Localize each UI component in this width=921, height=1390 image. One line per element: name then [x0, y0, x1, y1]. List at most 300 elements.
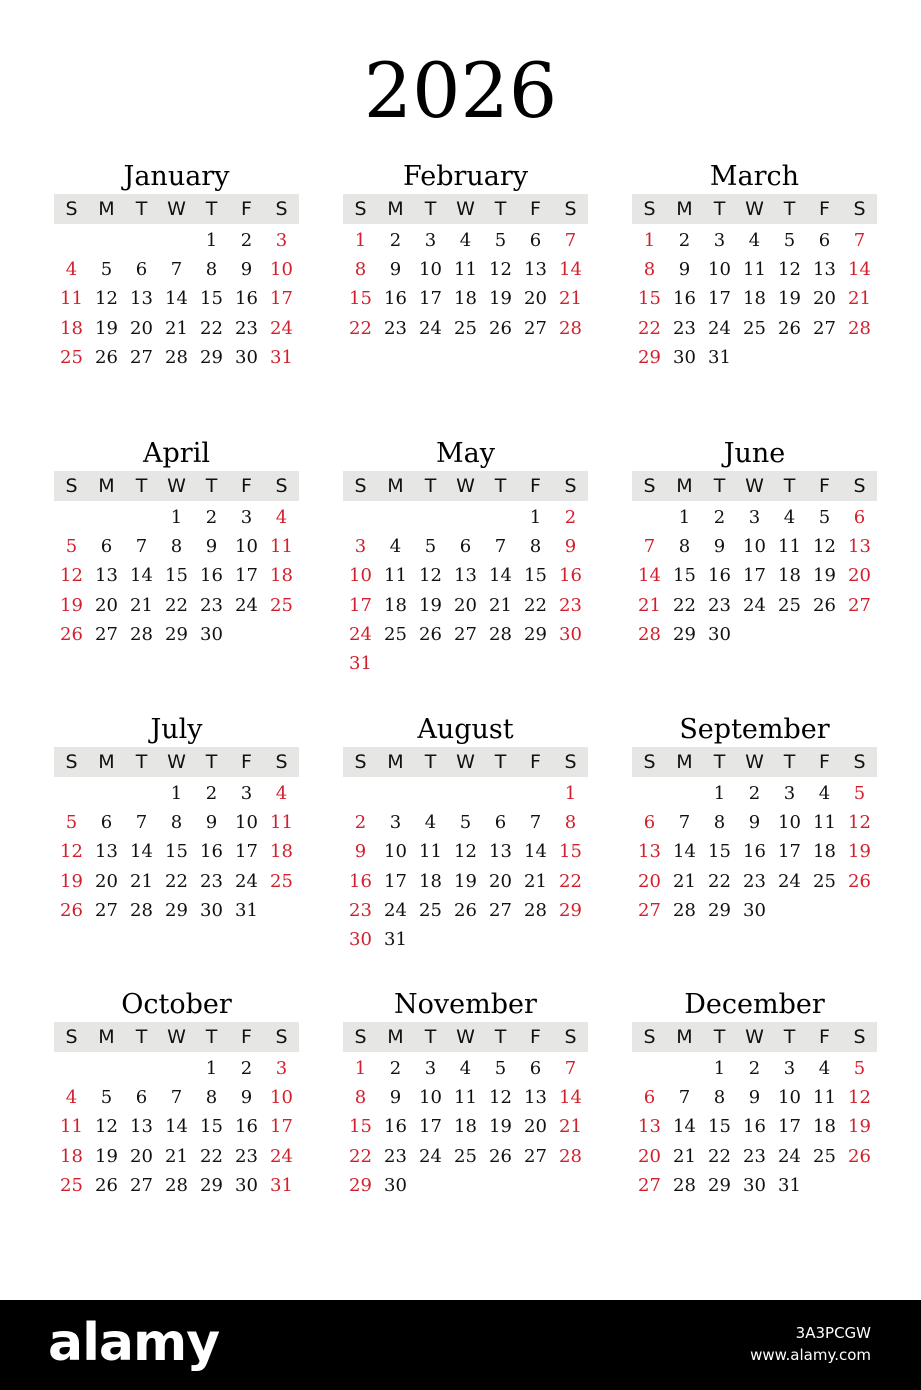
day-cell: 27	[130, 346, 153, 368]
weekday-header: S	[853, 1026, 866, 1048]
weekday-header: W	[745, 1026, 764, 1048]
empty-day-cell	[124, 1054, 159, 1083]
day-cell: 21	[165, 317, 188, 339]
day-cell: 21	[130, 870, 153, 892]
day-cell: 3	[424, 1058, 437, 1079]
day-cell: 21	[559, 1116, 582, 1138]
empty-day-cell	[89, 226, 124, 255]
day-cell: 19	[95, 1145, 118, 1167]
month-june	[632, 437, 877, 649]
weekday-header: T	[205, 751, 218, 773]
day-cell: 31	[384, 928, 407, 950]
day-cell: 28	[130, 899, 153, 921]
day-cell: 13	[130, 1116, 153, 1138]
day-cell: 3	[783, 783, 796, 804]
day-cell: 5	[853, 1058, 866, 1079]
month-name: May	[436, 438, 495, 469]
day-cell: 4	[818, 1058, 831, 1079]
month-february	[343, 160, 588, 343]
empty-day-cell	[632, 1054, 667, 1083]
weekday-header: T	[713, 1026, 726, 1048]
day-cell: 23	[349, 899, 372, 921]
day-cell: 16	[743, 1116, 766, 1138]
weekday-header: S	[853, 475, 866, 497]
day-cell: 14	[489, 565, 512, 587]
day-cell: 9	[748, 1087, 761, 1109]
weekday-header: F	[530, 1026, 541, 1048]
day-cell: 26	[419, 623, 442, 645]
day-grid	[343, 779, 588, 954]
day-cell: 19	[454, 870, 477, 892]
day-cell: 4	[65, 259, 78, 281]
day-cell: 29	[165, 623, 188, 645]
day-cell: 16	[743, 841, 766, 863]
day-cell: 5	[65, 812, 78, 834]
day-cell: 26	[778, 317, 801, 339]
day-cell: 30	[673, 346, 696, 368]
day-grid	[632, 779, 877, 925]
day-cell: 29	[708, 899, 731, 921]
day-cell: 4	[748, 230, 761, 251]
day-cell: 25	[384, 623, 407, 645]
day-cell: 16	[200, 565, 223, 587]
day-cell: 17	[708, 288, 731, 310]
day-cell: 14	[165, 1116, 188, 1138]
day-cell: 18	[454, 288, 477, 310]
weekday-header: T	[135, 475, 148, 497]
empty-day-cell	[632, 779, 667, 808]
weekday-header: W	[745, 198, 764, 220]
day-cell: 26	[489, 1145, 512, 1167]
day-cell: 31	[270, 346, 293, 368]
day-cell: 10	[235, 536, 258, 558]
day-cell: 24	[708, 317, 731, 339]
day-cell: 8	[170, 812, 183, 834]
day-cell: 1	[643, 230, 656, 251]
day-cell: 11	[743, 259, 766, 281]
day-cell: 8	[564, 812, 577, 834]
month-march	[632, 160, 877, 372]
day-cell: 10	[349, 565, 372, 587]
day-cell: 10	[778, 1087, 801, 1109]
weekday-header: S	[564, 751, 577, 773]
day-cell: 9	[240, 1087, 253, 1109]
day-cell: 25	[454, 1145, 477, 1167]
weekday-header: F	[241, 751, 252, 773]
day-cell: 15	[200, 288, 223, 310]
day-cell: 7	[170, 259, 183, 281]
weekday-header: T	[783, 198, 796, 220]
day-cell: 8	[205, 259, 218, 281]
day-cell: 9	[713, 536, 726, 558]
weekday-header: S	[564, 475, 577, 497]
day-grid	[632, 1054, 877, 1200]
day-cell: 3	[354, 536, 367, 558]
weekday-header: M	[387, 751, 404, 773]
day-cell: 10	[235, 812, 258, 834]
day-cell: 8	[529, 536, 542, 558]
empty-day-cell	[124, 779, 159, 808]
weekday-header: T	[713, 198, 726, 220]
day-cell: 2	[205, 783, 218, 804]
day-cell: 7	[564, 230, 577, 251]
day-cell: 10	[708, 259, 731, 281]
empty-day-cell	[343, 779, 378, 808]
month-july	[54, 713, 299, 925]
weekday-header: T	[494, 475, 507, 497]
day-cell: 16	[384, 288, 407, 310]
day-cell: 13	[489, 841, 512, 863]
weekday-header: T	[494, 198, 507, 220]
day-cell: 24	[270, 1145, 293, 1167]
day-cell: 18	[419, 870, 442, 892]
empty-day-cell	[159, 226, 194, 255]
weekday-header: M	[98, 475, 115, 497]
day-cell: 23	[673, 317, 696, 339]
day-cell: 18	[454, 1116, 477, 1138]
empty-day-cell	[343, 503, 378, 532]
day-cell: 30	[708, 623, 731, 645]
day-cell: 21	[130, 594, 153, 616]
empty-day-cell	[448, 779, 483, 808]
weekday-header: F	[241, 1026, 252, 1048]
weekday-header: S	[65, 198, 78, 220]
day-cell: 5	[100, 259, 113, 281]
day-cell: 17	[270, 1116, 293, 1138]
day-cell: 1	[205, 230, 218, 251]
weekday-header: W	[456, 751, 475, 773]
day-cell: 25	[60, 1174, 83, 1196]
day-cell: 23	[200, 594, 223, 616]
day-cell: 20	[130, 317, 153, 339]
weekday-header: T	[205, 198, 218, 220]
day-cell: 16	[559, 565, 582, 587]
day-cell: 11	[270, 536, 293, 558]
weekday-header: W	[745, 475, 764, 497]
day-cell: 13	[524, 259, 547, 281]
day-cell: 26	[848, 1145, 871, 1167]
day-cell: 12	[848, 1087, 871, 1109]
day-cell: 17	[384, 870, 407, 892]
day-cell: 17	[778, 841, 801, 863]
day-cell: 19	[60, 870, 83, 892]
day-cell: 2	[748, 783, 761, 804]
day-cell: 1	[354, 230, 367, 251]
day-cell: 10	[743, 536, 766, 558]
day-cell: 20	[489, 870, 512, 892]
day-cell: 6	[100, 812, 113, 834]
day-cell: 27	[130, 1174, 153, 1196]
weekday-header: T	[713, 751, 726, 773]
day-cell: 24	[743, 594, 766, 616]
day-cell: 11	[454, 1087, 477, 1109]
day-cell: 23	[384, 317, 407, 339]
weekday-header: M	[98, 751, 115, 773]
day-cell: 4	[389, 536, 402, 558]
day-cell: 15	[349, 288, 372, 310]
month-name: March	[709, 161, 800, 192]
day-grid	[632, 503, 877, 649]
day-cell: 15	[708, 841, 731, 863]
empty-day-cell	[378, 503, 413, 532]
day-cell: 14	[524, 841, 547, 863]
weekday-header: S	[354, 751, 367, 773]
day-cell: 14	[130, 841, 153, 863]
day-cell: 3	[275, 1058, 288, 1079]
day-cell: 6	[135, 259, 148, 281]
day-cell: 21	[165, 1145, 188, 1167]
day-cell: 29	[524, 623, 547, 645]
weekday-header: S	[275, 475, 288, 497]
weekday-header: T	[424, 751, 437, 773]
day-cell: 26	[813, 594, 836, 616]
day-cell: 13	[130, 288, 153, 310]
day-cell: 15	[708, 1116, 731, 1138]
weekday-header: S	[354, 475, 367, 497]
month-name: December	[684, 989, 825, 1020]
day-cell: 7	[494, 536, 507, 558]
weekday-header: S	[643, 1026, 656, 1048]
empty-day-cell	[448, 503, 483, 532]
day-cell: 26	[848, 870, 871, 892]
weekday-header-row	[54, 1022, 299, 1052]
day-cell: 17	[235, 565, 258, 587]
empty-day-cell	[159, 1054, 194, 1083]
day-cell: 2	[713, 507, 726, 528]
day-cell: 5	[818, 507, 831, 528]
day-cell: 17	[419, 288, 442, 310]
day-cell: 4	[818, 783, 831, 804]
day-cell: 22	[559, 870, 582, 892]
weekday-header-row	[632, 471, 877, 501]
day-cell: 13	[524, 1087, 547, 1109]
weekday-header: W	[167, 198, 186, 220]
day-cell: 6	[494, 812, 507, 834]
day-cell: 27	[489, 899, 512, 921]
day-cell: 8	[643, 259, 656, 281]
day-cell: 9	[205, 812, 218, 834]
weekday-header: M	[98, 1026, 115, 1048]
day-cell: 29	[638, 346, 661, 368]
day-cell: 1	[354, 1058, 367, 1079]
weekday-header: W	[456, 1026, 475, 1048]
day-cell: 3	[783, 1058, 796, 1079]
weekday-header: W	[167, 475, 186, 497]
day-cell: 16	[235, 288, 258, 310]
day-cell: 7	[529, 812, 542, 834]
day-cell: 12	[489, 1087, 512, 1109]
day-cell: 4	[275, 783, 288, 804]
day-cell: 18	[813, 1116, 836, 1138]
empty-day-cell	[413, 779, 448, 808]
day-cell: 12	[454, 841, 477, 863]
day-cell: 9	[389, 1087, 402, 1109]
day-cell: 15	[165, 841, 188, 863]
empty-day-cell	[89, 503, 124, 532]
day-grid	[343, 226, 588, 343]
day-cell: 19	[95, 317, 118, 339]
day-cell: 20	[638, 1145, 661, 1167]
day-cell: 24	[778, 870, 801, 892]
day-cell: 28	[848, 317, 871, 339]
weekday-header: F	[530, 475, 541, 497]
month-name: January	[123, 161, 230, 192]
day-cell: 8	[713, 1087, 726, 1109]
day-cell: 26	[95, 1174, 118, 1196]
day-cell: 6	[818, 230, 831, 251]
day-cell: 16	[384, 1116, 407, 1138]
day-cell: 8	[713, 812, 726, 834]
day-cell: 12	[60, 841, 83, 863]
day-cell: 19	[848, 1116, 871, 1138]
day-cell: 14	[559, 259, 582, 281]
day-cell: 27	[95, 623, 118, 645]
day-cell: 27	[638, 1174, 661, 1196]
day-cell: 22	[524, 594, 547, 616]
day-cell: 10	[270, 259, 293, 281]
day-cell: 25	[454, 317, 477, 339]
empty-day-cell	[89, 1054, 124, 1083]
empty-day-cell	[89, 779, 124, 808]
empty-day-cell	[54, 503, 89, 532]
month-august	[343, 713, 588, 954]
day-cell: 5	[100, 1087, 113, 1109]
weekday-header: M	[676, 751, 693, 773]
day-cell: 1	[713, 783, 726, 804]
day-cell: 9	[678, 259, 691, 281]
month-name: February	[402, 161, 529, 192]
day-cell: 22	[200, 317, 223, 339]
day-cell: 24	[419, 317, 442, 339]
day-cell: 25	[419, 899, 442, 921]
day-cell: 25	[778, 594, 801, 616]
day-cell: 26	[454, 899, 477, 921]
day-cell: 6	[529, 1058, 542, 1079]
empty-day-cell	[483, 503, 518, 532]
day-cell: 22	[165, 870, 188, 892]
day-cell: 28	[559, 1145, 582, 1167]
day-cell: 10	[384, 841, 407, 863]
day-cell: 9	[240, 259, 253, 281]
weekday-header: S	[564, 1026, 577, 1048]
day-cell: 11	[778, 536, 801, 558]
weekday-header: T	[135, 1026, 148, 1048]
day-grid	[54, 226, 299, 372]
day-cell: 30	[200, 623, 223, 645]
day-cell: 4	[424, 812, 437, 834]
day-cell: 7	[678, 1087, 691, 1109]
day-cell: 31	[235, 899, 258, 921]
weekday-header: T	[135, 751, 148, 773]
day-cell: 12	[60, 565, 83, 587]
day-cell: 30	[743, 899, 766, 921]
weekday-header: T	[135, 198, 148, 220]
weekday-header-row	[343, 471, 588, 501]
day-cell: 26	[60, 899, 83, 921]
day-cell: 23	[559, 594, 582, 616]
day-cell: 27	[454, 623, 477, 645]
day-cell: 11	[813, 1087, 836, 1109]
weekday-header: W	[456, 198, 475, 220]
day-cell: 27	[813, 317, 836, 339]
day-cell: 29	[673, 623, 696, 645]
day-cell: 18	[384, 594, 407, 616]
day-cell: 1	[678, 507, 691, 528]
day-cell: 29	[559, 899, 582, 921]
day-cell: 24	[778, 1145, 801, 1167]
day-cell: 27	[95, 899, 118, 921]
empty-day-cell	[667, 779, 702, 808]
watermark-footer	[0, 1300, 921, 1390]
day-cell: 1	[170, 783, 183, 804]
month-name: October	[121, 989, 232, 1020]
day-cell: 19	[778, 288, 801, 310]
day-cell: 10	[778, 812, 801, 834]
day-cell: 8	[354, 259, 367, 281]
day-cell: 2	[205, 507, 218, 528]
day-cell: 30	[200, 899, 223, 921]
day-cell: 18	[270, 565, 293, 587]
day-cell: 10	[419, 1087, 442, 1109]
day-cell: 5	[459, 812, 472, 834]
weekday-header: T	[783, 475, 796, 497]
day-cell: 28	[165, 1174, 188, 1196]
weekday-header: S	[65, 751, 78, 773]
weekday-header: F	[819, 1026, 830, 1048]
day-cell: 14	[848, 259, 871, 281]
day-cell: 28	[489, 623, 512, 645]
day-cell: 23	[235, 317, 258, 339]
day-cell: 24	[270, 317, 293, 339]
weekday-header: S	[853, 198, 866, 220]
empty-day-cell	[632, 503, 667, 532]
day-cell: 21	[559, 288, 582, 310]
day-cell: 29	[349, 1174, 372, 1196]
day-cell: 31	[778, 1174, 801, 1196]
month-december	[632, 988, 877, 1200]
weekday-header: M	[387, 1026, 404, 1048]
day-cell: 1	[529, 507, 542, 528]
day-cell: 17	[270, 288, 293, 310]
month-name: April	[143, 438, 210, 469]
day-cell: 22	[349, 1145, 372, 1167]
day-cell: 3	[713, 230, 726, 251]
day-cell: 31	[270, 1174, 293, 1196]
weekday-header: F	[819, 475, 830, 497]
weekday-header: M	[387, 198, 404, 220]
day-cell: 10	[419, 259, 442, 281]
day-cell: 19	[813, 565, 836, 587]
day-cell: 2	[748, 1058, 761, 1079]
day-cell: 30	[235, 346, 258, 368]
day-cell: 22	[708, 1145, 731, 1167]
day-cell: 3	[240, 783, 253, 804]
weekday-header: F	[530, 198, 541, 220]
empty-day-cell	[124, 226, 159, 255]
empty-day-cell	[518, 779, 553, 808]
empty-day-cell	[54, 1054, 89, 1083]
day-cell: 23	[708, 594, 731, 616]
weekday-header: S	[354, 198, 367, 220]
month-may	[343, 437, 588, 678]
day-cell: 6	[643, 1087, 656, 1109]
empty-day-cell	[378, 779, 413, 808]
day-cell: 23	[200, 870, 223, 892]
image-id: 3A3PCGW	[795, 1324, 871, 1342]
weekday-header-row	[54, 747, 299, 777]
day-cell: 12	[813, 536, 836, 558]
day-cell: 12	[95, 288, 118, 310]
